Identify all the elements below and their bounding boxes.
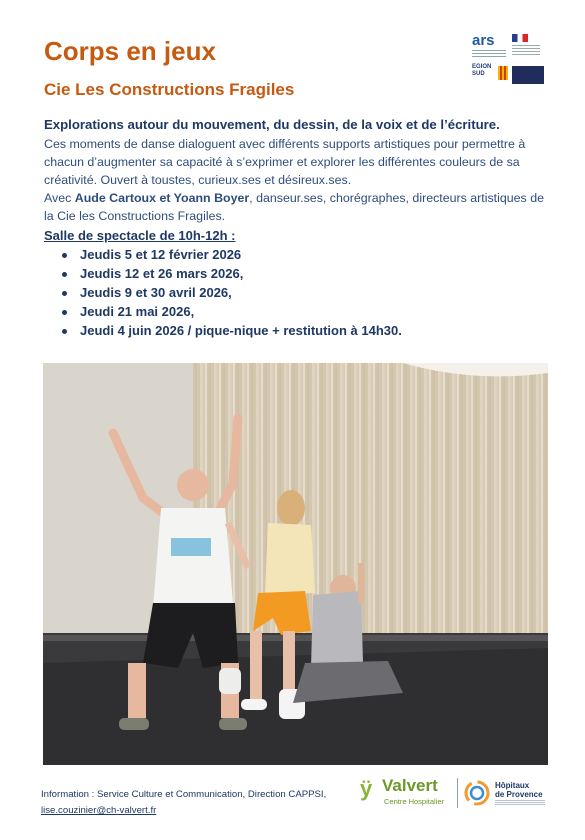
contact-email-link[interactable]: lise.couzinier@ch-valvert.fr [41, 805, 157, 816]
company-subtitle: Cie Les Constructions Fragiles [44, 80, 295, 99]
valvert-name: Valvert [382, 776, 438, 795]
footer-info [41, 787, 361, 819]
schedule-item: Jeudis 9 et 30 avril 2026, [60, 285, 402, 304]
schedule-heading: Salle de spectacle de 10h-12h : [44, 228, 236, 243]
valvert-logo [360, 776, 460, 808]
french-flag-icon [512, 34, 528, 42]
intro-paragraph: Ces moments de danse dialoguent avec différents supports artistiques pour permettre à chacun d’augmenter sa capacité à s’exprimer et explorer les différentes couleurs de sa créativité. Ouvert à toustes, curieux.ses et désireux.ses. [44, 137, 526, 187]
intro-credits-prefix: Avec [44, 191, 75, 205]
region-sud-logo: EGION SUD [472, 64, 492, 77]
dance-photo [43, 363, 548, 765]
page-title: Corps en jeux [44, 36, 216, 66]
intro-body [44, 135, 544, 225]
ars-logo: ars [472, 32, 495, 49]
schedule-list [60, 247, 402, 342]
schedule-item: Jeudis 5 et 12 février 2026 [60, 247, 402, 266]
intro-credits-suffix: , danseur.ses, chorégraphes, directeurs artistiques de la Cie les Constructions Fragiles. [44, 191, 544, 223]
culture-logo [512, 66, 544, 84]
hopitaux-de-provence-emblem-icon [464, 780, 490, 806]
contact-info: Information : Service Culture et Communication, Direction CAPPSI, [41, 789, 327, 800]
artist-names: Aude Cartoux et Yoann Boyer [74, 191, 250, 205]
schedule-item: Jeudi 4 juin 2026 / pique-nique + restitution à 14h30. [60, 323, 402, 342]
valvert-leaf-icon: ÿ [360, 776, 373, 801]
hopitaux-de-provence-logo [464, 778, 554, 810]
schedule-item: Jeudis 12 et 26 mars 2026, [60, 266, 402, 285]
region-sud-emblem-icon [498, 66, 508, 80]
partner-logos [468, 30, 548, 90]
intro-heading: Explorations autour du mouvement, du dessin, de la voix et de l’écriture. [44, 117, 500, 132]
valvert-subtitle: Centre Hospitalier [384, 797, 445, 806]
schedule-item: Jeudi 21 mai 2026, [60, 304, 402, 323]
ars-logo-subtext [472, 50, 506, 58]
hopitaux-de-provence-name: Hôpitaux de Provence [495, 781, 543, 799]
republique-francaise-logo [512, 34, 544, 58]
logo-divider [457, 778, 458, 808]
